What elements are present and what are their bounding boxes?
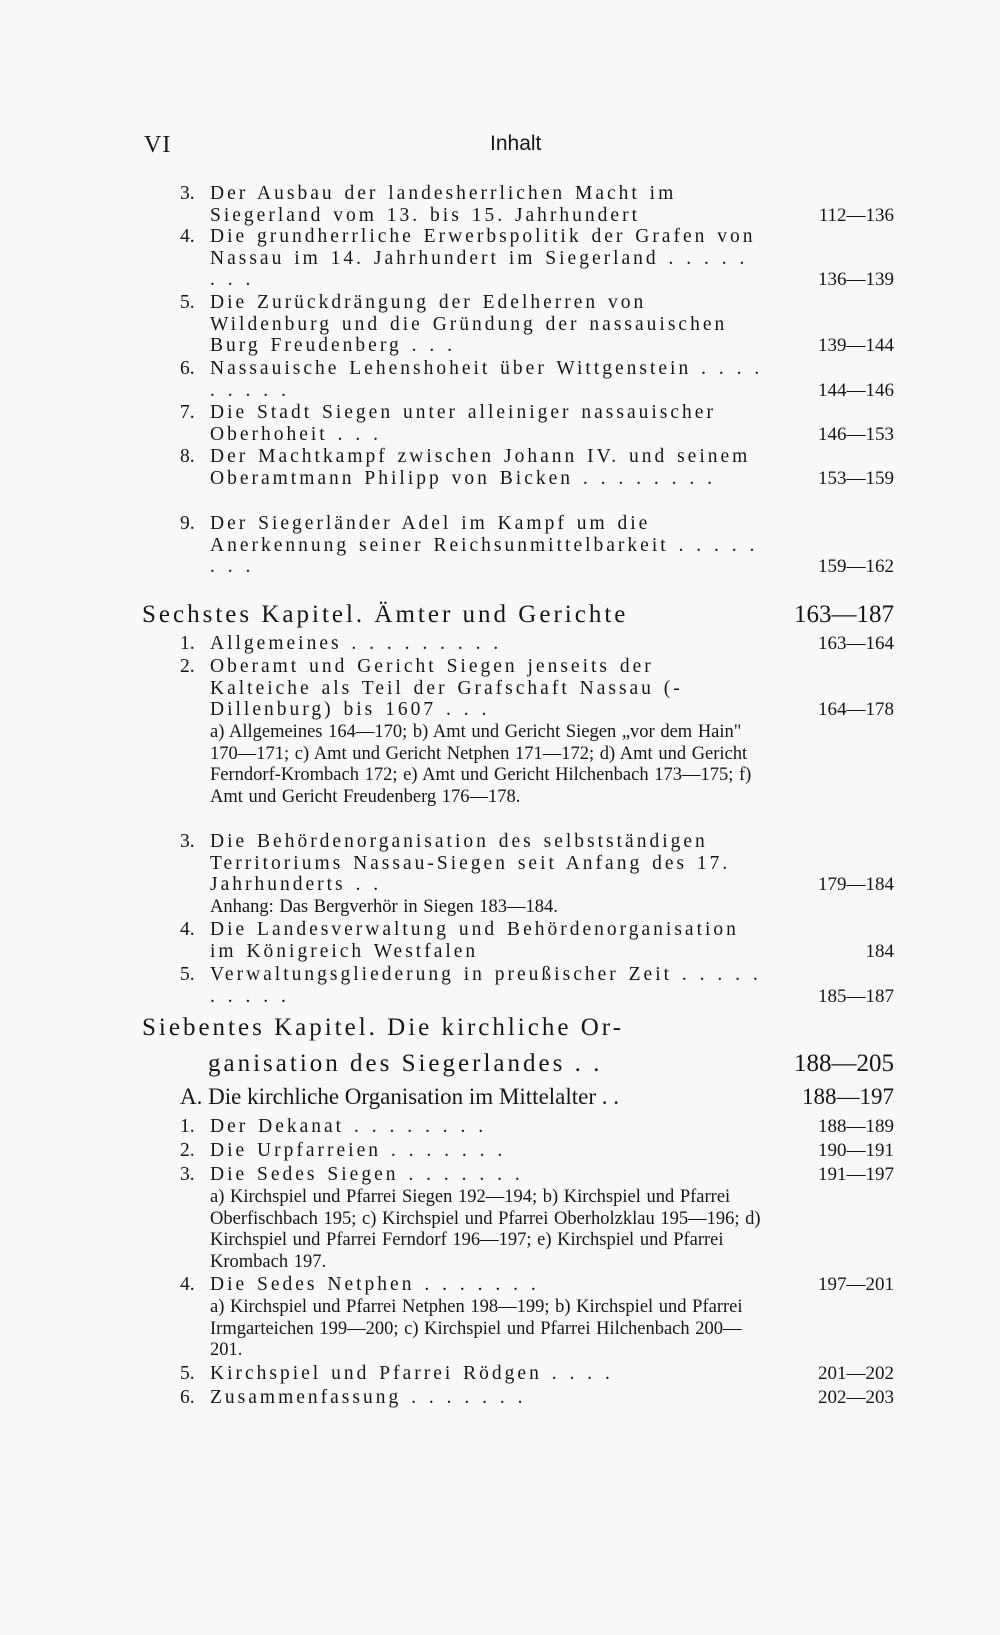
entry-pages: 159—162 [818, 556, 894, 577]
entry-note: a) Allgemeines 164—170; b) Amt und Gericht Siegen „vor dem Hain" 170—171; c) Amt und Gericht Netphen 171—172; d) Amt und Gericht Ferndorf-Krombach 172; e) Amt und Gericht Hilchenbach 173—175; f) Amt und Gericht Freudenberg 176—178. [210, 722, 752, 807]
entry-number: 2. [180, 1140, 195, 1161]
chapter-pages: 188—205 [794, 1050, 894, 1077]
toc-entry [180, 1164, 894, 1186]
chapter-pages: 163—187 [794, 601, 894, 628]
entry-number: 2. [180, 656, 195, 677]
entry-number: 4. [180, 919, 195, 940]
entry-pages: 153—159 [818, 467, 894, 489]
entry-title: Die Stadt Siegen unter alleiniger nassauischer Oberhoheit . . . [210, 402, 716, 445]
toc-entry [180, 513, 894, 578]
entry-pages: 179—184 [818, 874, 894, 895]
entry-pages: 136—139 [818, 269, 894, 290]
entry-title: Die Sedes Siegen . . . . . . . [210, 1164, 523, 1185]
chapter-title-line2: ganisation des Siegerlandes . . [208, 1050, 603, 1077]
entry-number: 3. [180, 183, 195, 204]
entry-number: 7. [180, 402, 195, 423]
entry-number: 8. [180, 446, 195, 467]
entry-pages: 188—189 [818, 1116, 894, 1137]
toc-entry [180, 919, 894, 962]
entry-pages: 163—164 [818, 633, 894, 654]
toc-entry [180, 656, 894, 721]
entry-number: 4. [180, 1274, 195, 1295]
entry-title: Die Landesverwaltung und Behördenorganisation im Königreich Westfalen [210, 919, 739, 962]
entry-title: Die Behördenorganisation des selbstständigen Territoriums Nassau-Siegen seit Anfang des 17. Jahrhunderts . . [210, 831, 731, 895]
entry-pages: 164—178 [818, 699, 894, 720]
section-heading [180, 1083, 894, 1111]
entry-number: 4. [180, 226, 195, 247]
toc-entry [180, 1116, 894, 1138]
entry-pages: 139—144 [818, 335, 894, 356]
entry-title: Kirchspiel und Pfarrei Rödgen . . . . [210, 1363, 613, 1384]
entry-number: 1. [180, 1116, 195, 1137]
entry-title: Der Siegerländer Adel im Kampf um die Anerkennung seiner Reichsunmittelbarkeit . . . . . . . . [210, 513, 758, 577]
toc-entry [180, 402, 894, 445]
entry-number: 3. [180, 831, 195, 852]
entry-number: 1. [180, 633, 195, 654]
toc-entry [180, 446, 894, 489]
entry-pages: 185—187 [818, 985, 894, 1007]
toc-entry [180, 831, 894, 896]
entry-title: Der Dekanat . . . . . . . . [210, 1116, 487, 1137]
entry-title: Allgemeines . . . . . . . . . [210, 633, 502, 654]
entry-pages: 112—136 [818, 204, 894, 226]
toc-entry [180, 1274, 894, 1296]
entry-title: Der Machtkampf zwischen Johann IV. und seinem Oberamtmann Philipp von Bicken . . . . . . . . [210, 446, 751, 489]
entry-title: Die Urpfarreien . . . . . . . [210, 1140, 506, 1161]
entry-pages: 144—146 [818, 379, 894, 401]
entry-pages: 201—202 [818, 1363, 894, 1384]
entry-number: 6. [180, 358, 195, 379]
toc-entry [180, 358, 894, 401]
entry-number: 5. [180, 964, 195, 985]
entry-title: Oberamt und Gericht Siegen jenseits der Kalteiche als Teil der Grafschaft Nassau (-Dillenburg) bis 1607 . . . [210, 656, 683, 720]
section-pages: 188—197 [802, 1084, 894, 1109]
entry-pages: 184 [865, 940, 894, 962]
entry-pages: 191—197 [818, 1164, 894, 1185]
entry-number: 9. [180, 513, 195, 534]
entry-pages: 190—191 [818, 1140, 894, 1161]
toc-entry [180, 964, 894, 1007]
toc-entry [180, 1140, 894, 1162]
chapter-heading [142, 600, 894, 630]
entry-number: 3. [180, 1164, 195, 1185]
entry-title: Zusammenfassung . . . . . . . [210, 1387, 526, 1408]
chapter-title: Sechstes Kapitel. Ämter und Gerichte [142, 601, 629, 628]
toc-entry [180, 292, 894, 357]
toc-entry [180, 226, 894, 291]
entry-number: 5. [180, 1363, 195, 1384]
toc-entry [180, 1363, 894, 1385]
entry-pages: 197—201 [818, 1274, 894, 1295]
chapter-title-line1: Siebentes Kapitel. Die kirchliche Or- [142, 1014, 624, 1041]
toc-entry [180, 1387, 894, 1409]
page-title: Inhalt [490, 132, 542, 155]
entry-number: 5. [180, 292, 195, 313]
entry-note: a) Kirchspiel und Pfarrei Siegen 192—194; b) Kirchspiel und Pfarrei Oberfischbach 195; c) Kirchspiel und Pfarrei Oberholzklau 195—196; d) Kirchspiel und Pfarrei Ferndorf 196—197; e) Kirchspiel und Pfarrei Krombach 197. [210, 1187, 761, 1272]
page-number: VI [144, 132, 172, 158]
chapter-heading [142, 1011, 894, 1081]
entry-title: Der Ausbau der landesherrlichen Macht im Siegerland vom 13. bis 15. Jahrhundert [210, 183, 677, 226]
entry-title: Die Zurückdrängung der Edelherren von Wildenburg und die Gründung der nassauischen Burg Freudenberg . . . [210, 292, 728, 356]
entry-number: 6. [180, 1387, 195, 1408]
toc-entry [180, 183, 894, 226]
entry-note: a) Kirchspiel und Pfarrei Netphen 198—199; b) Kirchspiel und Pfarrei Irmgarteichen 199—200; c) Kirchspiel und Pfarrei Hilchenbach 200—201. [210, 1297, 743, 1361]
entry-title: Nassauische Lehenshoheit über Wittgenstein . . . . . . . . . [210, 358, 763, 401]
toc-entry [180, 633, 894, 655]
entry-pages: 146—153 [818, 423, 894, 445]
section-title: A. Die kirchliche Organisation im Mittelalter . . [180, 1084, 620, 1109]
entry-pages: 202—203 [818, 1387, 894, 1408]
entry-title: Verwaltungsgliederung in preußischer Zeit . . . . . . . . . . [210, 964, 761, 1007]
entry-note: Anhang: Das Bergverhör in Siegen 183—184. [210, 897, 558, 917]
entry-title: Die grundherrliche Erwerbspolitik der Grafen von Nassau im 14. Jahrhundert im Siegerland . . . . . . . . [210, 226, 756, 290]
entry-title: Die Sedes Netphen . . . . . . . [210, 1274, 539, 1295]
